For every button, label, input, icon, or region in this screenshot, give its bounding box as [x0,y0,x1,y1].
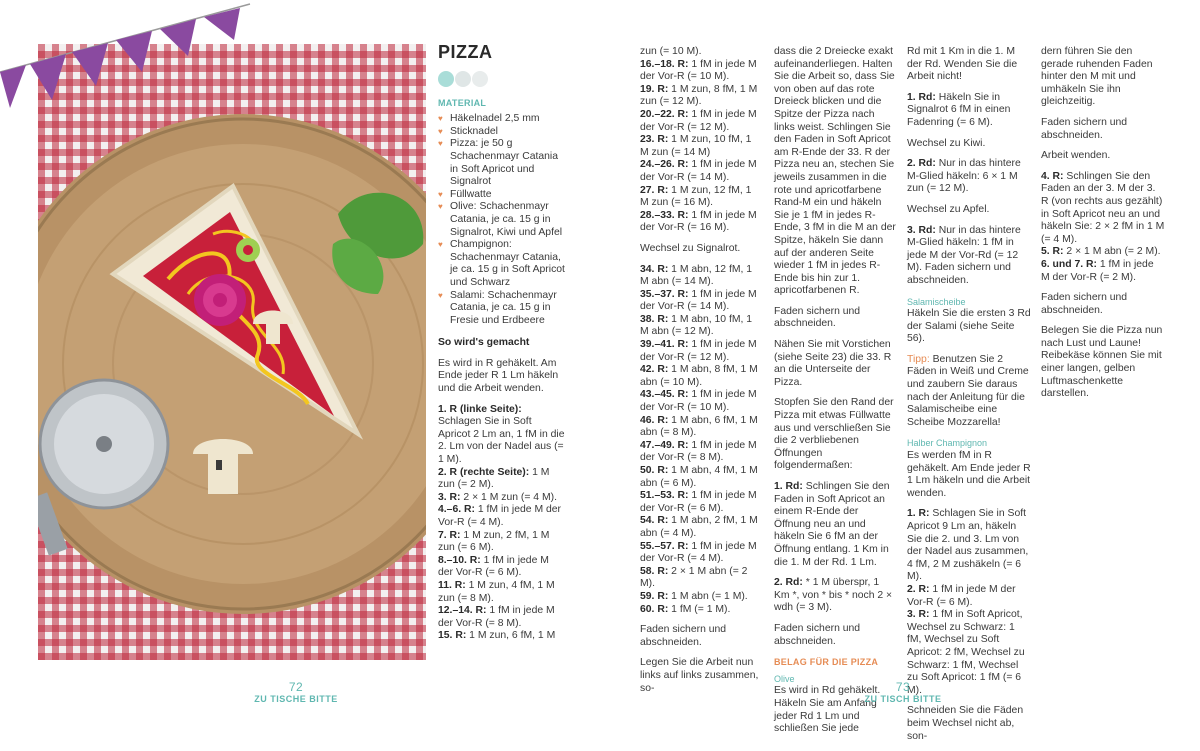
assembly-paragraph: dass die 2 Dreiecke exakt aufeinanderliegen. Halten Sie die Arbeit so, dass Sie von oben auf das rote Dreieck blicken und die Spitze der Pizza nach links weist. Schlingen Sie den Faden in Soft Apricot am R-Ende der 33. R der Pizza neu an, stechen Sie jeweils zusammen in die rote und apricotfarbene Rand-M ein und häkeln Sie je 1 fM in jedes R-Ende, 3 fM in die M an der Spitze, häkeln Sie dann auf der anderen Seite wieder 1 fM in jedes R-Ende bis hin zur 1. apricotfarbenen R. [774,46,896,297]
instruction-row: 58. R: 2 × 1 M abn (= 2 M). [640,565,748,590]
finish-note: Faden sichern und abschneiden. [1041,116,1128,141]
instruction-row: 43.–45. R: 1 fM in jede M der Vor-R (= 10 M). [640,389,757,414]
salami-subheading: Salamischeibe [907,296,966,307]
turn-note: Arbeit wenden. [1041,150,1111,162]
pizza-illustration [38,44,426,660]
topping-heading: BELAG FÜR DIE PIZZA [774,657,879,668]
instruction-row: 34. R: 1 M abn, 12 fM, 1 M abn (= 14 M). [640,263,753,288]
material-item: ♥ Pizza: je 50 g Schachenmayr Catania in Soft Apricot und Signalrot [438,138,566,188]
mushroom-intro: Es werden fM in R gehäkelt. Am Ende jeder R 1 Lm häkeln und die Arbeit wenden. [907,450,1031,499]
column-4 [907,46,1031,751]
page-number: 73 [895,680,911,694]
difficulty-yarn-icons [438,71,566,87]
instruction-row: 7. R: 1 M zun, 2 fM, 1 M zun (= 6 M). [438,529,550,554]
instruction-row: 4. R: Schlingen Sie den Faden an der 3. M der 3. R (von rechts aus gezählt) in Soft Apricot neu an und häkeln Sie: 2 × 2 fM in 1 M (= 4 M). [1041,170,1165,245]
instruction-row: 27. R: 1 M zun, 12 fM, 1 M zun (= 16 M). [640,184,752,209]
sewing-paragraph: Nähen Sie mit Vorstichen (siehe Seite 23) die 33. R an die Unterseite der Pizza. [774,339,892,388]
running-head: ZU TISCH BITTE [864,694,942,704]
instruction-row: 51.–53. R: 1 fM in jede M der Vor-R (= 6 M). [640,490,757,514]
left-page-footer [246,680,346,704]
instruction-row: 59. R: 1 M abn (= 1 M). [640,590,748,602]
instruction-row: 39.–41. R: 1 fM in jede M der Vor-R (= 12 M). [640,339,757,363]
topping-suggestion: Belegen Sie die Pizza nun nach Lust und Laune! Reibekäse können Sie mit einer langen, gelben Luftmaschenkette darstellen. [1041,325,1163,400]
instruction-row: 50. R: 1 M abn, 4 fM, 1 M abn (= 6 M). [640,465,758,489]
column-2 [640,46,762,703]
material-heading: MATERIAL [438,97,487,108]
material-item: ♥ Salami: Schachenmayr Catania, je ca. 15 g in Fresie und Erdbeere [438,290,566,328]
instruction-row: zun (= 10 M). [640,46,702,57]
instruction-row: 1. Rd: Schlingen Sie den Faden in Soft Apricot an einem R-Ende der Öffnung neu an und häkeln Sie 6 fM an der Öffnung entlang. 1 Km in die 1. M der Rd. 1 Lm. [774,481,890,568]
instruction-row: 42. R: 1 M abn, 8 fM, 1 M abn (= 10 M). [640,364,758,388]
color-switch-note: Wechsel zu Apfel. [907,203,990,215]
bunting-decoration [0,0,260,120]
instruction-row: 15. R: 1 M zun, 6 fM, 1 M [438,630,556,642]
instruction-row: 47.–49. R: 1 fM in jede M der Vor-R (= 8 M). [640,439,757,464]
instruction-row: 24.–26. R: 1 fM in jede M der Vor-R (= 14 M). [640,159,757,183]
instruction-row: 20.–22. R: 1 fM in jede M der Vor-R (= 12 M). [640,108,757,133]
color-switch-note: Wechsel zu Kiwi. [907,137,986,149]
instruction-row: 19. R: 1 M zun, 8 fM, 1 M zun (= 12 M). [640,83,758,108]
finish-note: Faden sichern und abschneiden. [1041,292,1128,316]
page-number: 72 [288,680,304,694]
instruction-row: 1. R (linke Seite): Schlagen Sie in Soft Apricot 2 Lm an, 1 fM in die 2. Lm von der Nadel aus (= 1 M). [438,403,565,466]
instruction-row: 54. R: 1 M abn, 2 fM, 1 M abn (= 4 M). [640,515,758,539]
mushroom-subheading: Halber Champignon [907,438,988,449]
tip-paragraph: Tipp: Benutzen Sie 2 Fäden in Weiß und Creme und zaubern Sie daraus nach der Anleitung für die Salamischeibe eine Scheibe Mozzarella! [907,353,1029,428]
yarn-carry-note: dern führen Sie den gerade ruhenden Faden hinter den M mit und umhäkeln Sie ihn gleichzeitig. [1041,46,1153,108]
material-item: ♥ Häkelnadel 2,5 mm [438,113,566,126]
instruction-row: 12.–14. R: 1 fM in jede M der Vor-R (= 8 M). [438,605,555,629]
instruction-row: 38. R: 1 M abn, 10 fM, 1 M abn (= 12 M). [640,313,753,338]
instruction-row: 4.–6. R: 1 fM in jede M der Vor-R (= 4 M). [438,504,562,528]
instruction-row: 3. Rd: Nur in das hintere M-Glied häkeln: 1 fM in jede M der Vor-Rd (= 12 M). Faden sichern und abschneiden. [907,224,1021,286]
instruction-row: 28.–33. R: 1 fM in jede M der Vor-R (= 16 M). [640,209,757,234]
instruction-row: 1. R: Schlagen Sie in Soft Apricot 9 Lm an, häkeln Sie die 2. und 3. Lm von der Nadel aus zusammen, 4 fM, 2 M zushäkeln (= 6 M). [907,508,1029,583]
yarn-ball-icon [438,71,454,87]
instruction-row: 3. R: 2 × 1 M zun (= 4 M). [438,491,557,503]
finish-note: Faden sichern und abschneiden. [774,305,861,330]
instruction-row: 35.–37. R: 1 fM in jede M der Vor-R (= 14 M). [640,288,757,313]
column-3 [774,46,896,744]
column-5 [1041,46,1165,409]
right-page-footer [853,680,953,704]
olive-intro: Es wird in Rd gehäkelt. Häkeln Sie am Anfang jeder Rd 1 Lm und schließen Sie jede [774,685,881,735]
finish-note: Faden sichern und abschneiden. [774,622,861,647]
page-title: PIZZA [438,42,493,62]
instruction-row: 16.–18. R: 1 fM in jede M der Vor-R (= 10 M). [640,58,757,83]
pizza-photo [38,44,426,660]
stuffing-paragraph: Stopfen Sie den Rand der Pizza mit etwas Füllwatte aus und verschließen Sie die 2 verbliebenen Öffnungen folgendermaßen: [774,397,894,472]
salami-text: Häkeln Sie die ersten 3 Rd der Salami (siehe Seite 56). [907,308,1031,345]
yarn-change-note: Schneiden Sie die Fäden beim Wechsel nicht ab, son- [907,705,1024,742]
instruction-row: 8.–10. R: 1 fM in jede M der Vor-R (= 6 M). [438,554,549,579]
instruction-row: 11. R: 1 M zun, 4 fM, 1 M zun (= 8 M). [438,579,555,604]
instruction-row: 5. R: 2 × 1 M abn (= 2 M). [1041,246,1161,258]
finish-note: Faden sichern und abschneiden. [640,624,727,648]
material-item: ♥ Sticknadel [438,126,566,139]
instruction-row: 6. und 7. R: 1 fM in jede M der Vor-R (= 2 M). [1041,258,1154,283]
instructions-heading: So wird's gemacht [438,337,530,349]
instruction-row: 23. R: 1 M zun, 10 fM, 1 M zun (= 14 M) [640,134,752,158]
material-list [438,113,566,327]
column-1 [438,42,566,643]
material-item: ♥ Olive: Schachenmayr Catania, je ca. 15 g in Signalrot, Kiwi und Apfel [438,201,566,239]
instruction-row: 2. R (rechte Seite): 1 M zun (= 2 M). [438,466,550,491]
instruction-row: 2. R: 1 fM in jede M der Vor-R (= 6 M). [907,583,1016,608]
instruction-row: 2. Rd: * 1 M überspr, 1 Km *, von * bis * noch 2 × wdh (= 3 M). [774,577,893,614]
olive-subheading: Olive [774,673,795,684]
olive-intro-continued: Rd mit 1 Km in die 1. M der Rd. Wenden Sie die Arbeit nicht! [907,46,1018,83]
instruction-row: 60. R: 1 fM (= 1 M). [640,603,731,615]
instruction-row: 55.–57. R: 1 fM in jede M der Vor-R (= 4 M). [640,540,757,565]
instruction-row: 2. Rd: Nur in das hintere M-Glied häkeln: 6 × 1 M zun (= 12 M). [907,158,1021,195]
yarn-ball-icon [472,71,488,87]
material-item: ♥ Champignon: Schachenmayr Catania, je ca. 15 g in Soft Apricot und Schwarz [438,239,566,289]
color-switch-note: Wechsel zu Signalrot. [640,242,741,254]
instruction-row: 46. R: 1 M abn, 6 fM, 1 M abn (= 8 M). [640,414,758,439]
instructions-intro: Es wird in R gehäkelt. Am Ende jeder R 1 Lm häkeln und die Arbeit wenden. [438,357,559,395]
instruction-row: 1. Rd: Häkeln Sie in Signalrot 6 fM in einen Fadenring (= 6 M). [907,91,1011,128]
running-head: ZU TISCHE BITTE [254,694,338,704]
yarn-ball-icon [455,71,471,87]
assembly-note: Legen Sie die Arbeit nun links auf links zusammen, so- [640,657,759,694]
material-item: ♥ Füllwatte [438,189,566,202]
instruction-row: 3. R: 1 fM in Soft Apricot, Wechsel zu Schwarz: 1 fM, Wechsel zu Soft Apricot: 2 fM, Wechsel zu Schwarz: 1 fM, Wechsel zu Soft Apricot: 1 fM (= 6 M). [907,609,1025,696]
